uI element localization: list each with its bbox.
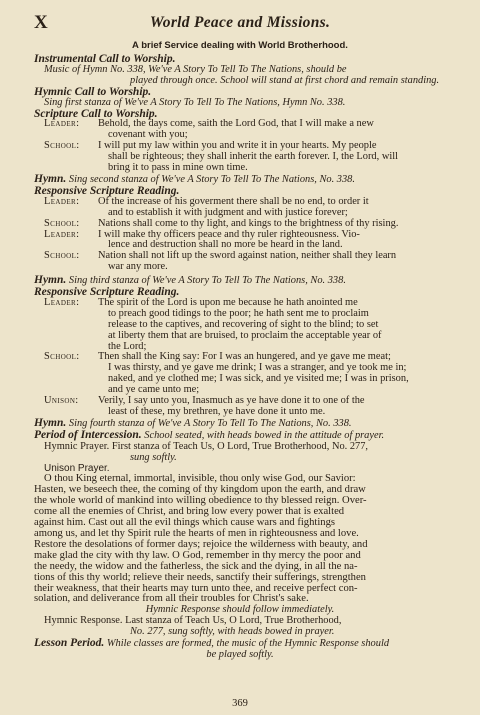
reading-text: lence and destruction shall no more be heard in the land. — [108, 239, 343, 251]
hymnic-prayer-cont: sung softly. — [130, 451, 177, 463]
reading-text: and to establish it with judgment and with justice forever; — [108, 206, 348, 218]
prayer-line: the needy, the widow and the fatherless, the sick and the dying, in all the na- — [34, 560, 358, 572]
reading-text: Nations shall come to thy light, and kings to the brightness of thy rising. — [98, 217, 399, 229]
speaker-label: Unison: — [44, 395, 79, 407]
speaker-label: Leader: — [44, 296, 80, 308]
reading-text: and ye came unto me; — [108, 384, 200, 396]
heading-hymnic-call: Hymnic Call to Worship. — [34, 85, 152, 98]
hymn-instruction: Sing third stanza of We've A Story To Tell To The Nations, No. 338. — [68, 275, 346, 287]
heading-hymn: Hymn. — [34, 172, 67, 185]
hymn-instruction: Sing fourth stanza of We've A Story To Tell To The Nations, No. 338. — [68, 417, 352, 429]
lesson-period-instruction: While classes are formed, the music of the Hymnic Response should — [106, 638, 390, 650]
reading-text: Nation shall not lift up the sword against nation, neither shall they learn — [98, 250, 397, 262]
speaker-label: School: — [44, 140, 80, 152]
reading-text: the Lord; — [108, 340, 147, 352]
prayer-line: against him. Cast out all the evil things which cause wars and fightings — [34, 517, 335, 529]
page-header — [0, 12, 480, 34]
reading-text: covenant with you; — [108, 129, 188, 141]
instrumental-call-text-2: played through once. School will stand at first chord and remain standing. — [130, 74, 440, 86]
reading-text: shall be righteous; they shall inherit the earth forever. I, the Lord, will — [108, 151, 398, 163]
heading-responsive-reading-2: Responsive Scripture Reading. — [34, 286, 180, 299]
reading-text: war any more. — [108, 261, 168, 273]
speaker-label: Leader: — [44, 118, 80, 130]
heading-responsive-reading-1: Responsive Scripture Reading. — [34, 184, 180, 197]
heading-instrumental-call: Instrumental Call to Worship. — [34, 53, 176, 65]
scripture-call-leader — [34, 119, 446, 130]
page-number: 369 — [232, 698, 248, 709]
reading-text: Then shall the King say: For I was an hungered, and ye gave me meat; — [98, 351, 391, 363]
hymn-instruction: Sing second stanza of We've A Story To Tell To The Nations, No. 338. — [68, 173, 355, 185]
page-title: World Peace and Missions. — [149, 14, 331, 31]
prayer-line: tions of this thy world; relieve their needs, sanctify their sufferings, strengthen — [34, 571, 366, 583]
prayer-line: solation, and deliverance from all their troubles for Christ's sake. — [34, 593, 309, 605]
section-number: X — [34, 12, 48, 33]
prayer-line: come all the enemies of Christ, and bring low every power that is exalted — [34, 506, 345, 518]
prayer-line: O thou King eternal, immortal, invisible, thou only wise God, our Savior: — [44, 473, 356, 485]
speaker-label: School: — [44, 351, 80, 363]
instrumental-call-text-1: Music of Hymn No. 338, We've A Story To Tell To The Nations, should be — [44, 63, 347, 75]
reading-text: bring it to pass in mine own time. — [108, 162, 248, 174]
prayer-line: among us, and let thy Spirit rule the hearts of men in righteousness and love. — [34, 527, 359, 539]
heading-lesson-period: Lesson Period. — [34, 637, 105, 650]
hymnic-call-text: Sing first stanza of We've A Story To Tell To The Nations, Hymn No. 338. — [44, 96, 346, 108]
reading-text: least of these, my brethren, ye have done it unto me. — [108, 406, 326, 417]
reading-text: The spirit of the Lord is upon me because he hath anointed me — [98, 296, 358, 308]
intercession-instruction: School seated, with heads bowed in the attitude of prayer. — [144, 429, 385, 441]
responsive-row — [34, 219, 446, 230]
unison-prayer-label: Unison Prayer. — [44, 462, 110, 474]
prayer-line: their weakness, that their hearts may turn unto thee, and receive perfect con- — [34, 582, 358, 594]
unison-prayer-text — [34, 474, 446, 605]
hymnic-response: Hymnic Response. Last stanza of Teach Us, O Lord, True Brotherhood, — [44, 615, 342, 627]
reading-text: at liberty them that are bruised, to proclaim the acceptable year of — [108, 329, 382, 341]
speaker-label: Leader: — [44, 228, 80, 240]
lesson-period-cont: be played softly. — [206, 648, 274, 660]
heading-scripture-call: Scripture Call to Worship. — [34, 107, 158, 120]
hymnic-response-note: Hymnic Response should follow immediately. — [145, 604, 335, 616]
period-of-intercession — [34, 430, 446, 442]
reading-text: Behold, the days come, saith the Lord God, that I will make a new — [98, 118, 374, 130]
reading-text: Of the increase of his goverment there shall be no end, to order it — [98, 195, 369, 207]
reading-text: release to the captives, and recovering of sight to the blind; to set — [108, 318, 379, 330]
reading-text: naked, and ye clothed me; I was sick, and ye visited me; I was in prison, — [108, 373, 409, 385]
heading-intercession: Period of Intercession. — [34, 428, 142, 441]
responsive-row — [34, 251, 446, 262]
prayer-line: Hasten, we beseech thee, the coming of thy kingdom upon the earth, and draw — [34, 484, 366, 496]
reading-text: to preach good tidings to the poor; he hath sent me to proclaim — [108, 307, 369, 319]
reading-text: Verily, I say unto you, Inasmuch as ye have done it to one of the — [98, 395, 365, 407]
service-text — [34, 54, 446, 661]
prayer-line: make glad the city with thy law. O God, remember in thy mercy the poor and — [34, 549, 361, 561]
reading-text: I will make thy officers peace and thy ruler righteousness. Vio- — [98, 228, 360, 240]
prayer-line: the whole world of mankind into willing obedience to thy blessed reign. Over- — [34, 495, 367, 507]
speaker-label: School: — [44, 217, 80, 229]
speaker-label: Leader: — [44, 195, 80, 207]
reading-text: I was thirsty, and ye gave me drink; I was a stranger, and ye took me in; — [108, 362, 407, 374]
prayer-line: Restore the desolations of former days; rejoice the wilderness with beauty, and — [34, 538, 368, 550]
heading-hymn: Hymn. — [34, 274, 67, 287]
speaker-label: School: — [44, 250, 80, 262]
hymnic-prayer: Hymnic Prayer. First stanza of Teach Us, O Lord, True Brotherhood, No. 277, — [44, 440, 369, 452]
hymnic-response-cont: No. 277, sung softly, with heads bowed in prayer. — [130, 626, 335, 638]
page-subtitle: A brief Service dealing with World Brotherhood. — [132, 40, 348, 51]
reading-text: I will put my law within you and write it in your hearts. My people — [98, 140, 377, 152]
heading-hymn: Hymn. — [34, 416, 67, 429]
